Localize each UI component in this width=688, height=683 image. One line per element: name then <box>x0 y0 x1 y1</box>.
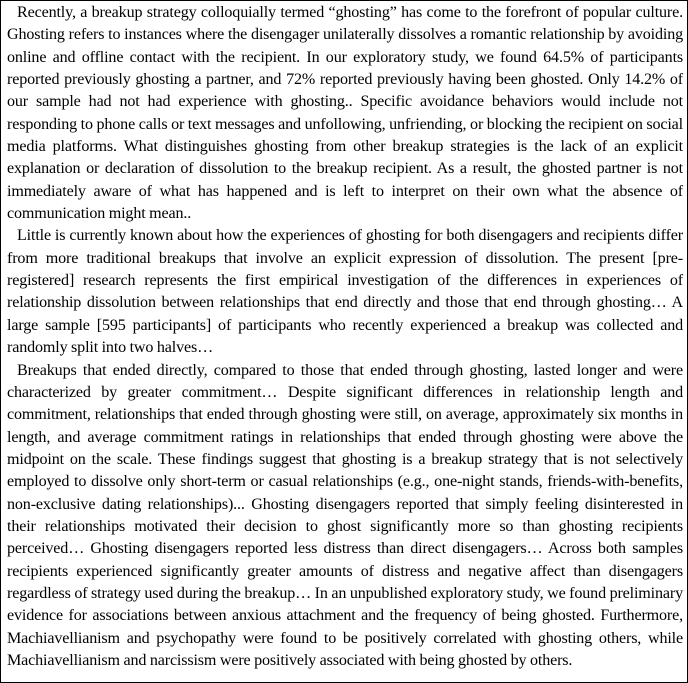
paragraph-intro: Recently, a breakup strategy colloquially termed “ghosting” has come to the forefront of popular culture. Ghosting refers to instances where the disengager unilaterally dissolves a romantic relationship by avoiding online and offline contact with the recipient. In our exploratory study, we found 64.5% of participants reported previously ghosting a partner, and 72% reported previously having been ghosted. Only 14.2% of our sample had not had experience with ghosting.. Specific avoidance behaviors would include not responding to phone calls or text messages and unfollowing, unfriending, or blocking the recipient on social media platforms. What distinguishes ghosting from other breakup strategies is the lack of an explicit explanation or declaration of dissolution to the breakup recipient. As a result, the ghosted partner is not immediately aware of what has happened and is left to interpret on their own what the absence of communication might mean.. <box>7 4 683 223</box>
paragraph-present-research: Little is currently known about how the experiences of ghosting for both disengagers and recipients differ from more traditional breakups that involve an explicit expression of dissolution. The present [pre-registered] research represents the first empirical investigation of the differences in experiences of relationship dissolution between relationships that end directly and those that end through ghosting… A large sample [595 participants] of participants who recently experienced a breakup was collected and randomly split into two halves… <box>7 227 683 357</box>
paragraph-findings: Breakups that ended directly, compared to those that ended through ghosting, lasted longer and were characterized by greater commitment… Despite significant differences in relationship length and commitment, relationships that ended through ghosting were still, on average, approximately six months in length, and average commitment ratings in relationships that ended through ghosting were above the midpoint on the scale. These findings suggest that ghosting is a breakup strategy that is not selectively employed to dissolve only short-term or casual relationships (e.g., one-night stands, friends-with-benefits, non-exclusive dating relationships)... Ghosting disengagers reported that simply feeling disinterested in their relationships motivated their decision to ghost significantly more so than ghosting recipients perceived… Ghosting disengagers reported less distress than direct disengagers… Across both samples recipients experienced significantly greater amounts of distress and negative affect than disengagers regardless of strategy used during the breakup… In an unpublished exploratory study, we found preliminary evidence for associations between anxious attachment and the frequency of being ghosted. Furthermore, Machiavellianism and psychopathy were found to be positively correlated with ghosting others, while Machiavellianism and narcissism were positively associated with being ghosted by others. <box>7 361 683 669</box>
body-text <box>7 2 683 672</box>
